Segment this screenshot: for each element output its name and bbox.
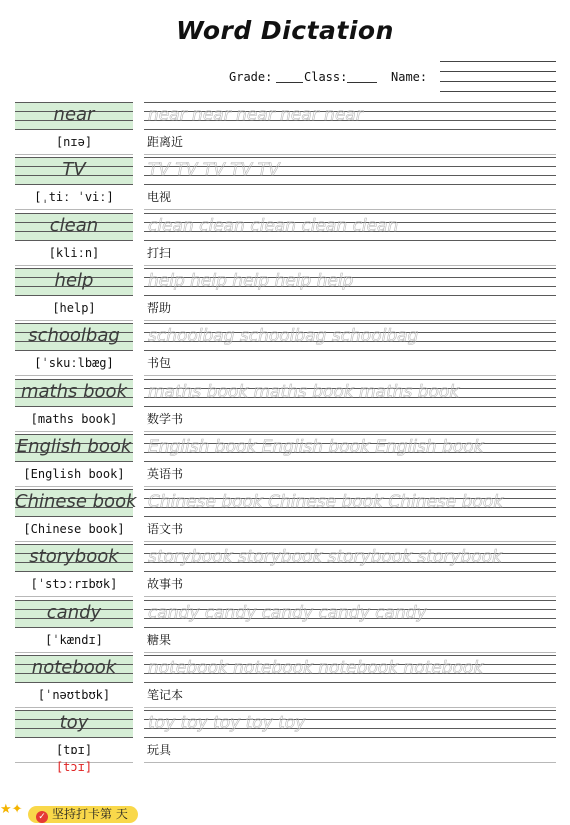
practice-lines[interactable] [144, 157, 556, 184]
row-divider [15, 154, 133, 155]
translation: 英语书 [147, 466, 184, 481]
word-cell [15, 600, 133, 627]
word-cell [15, 157, 133, 184]
word-cell [15, 489, 137, 516]
vocab-word: storybook [29, 546, 119, 568]
dictation-row [15, 323, 556, 378]
row-divider [144, 154, 556, 155]
row-divider [15, 707, 133, 708]
word-cell [15, 323, 133, 350]
translation: 语文书 [147, 522, 184, 537]
row-divider [144, 209, 556, 210]
vocab-word: maths book [20, 380, 127, 402]
phonetic: [ˈskuːlbæg] [34, 356, 114, 371]
trace-text: schoolbag schoolbag schoolbag [148, 326, 419, 347]
dictation-row [15, 710, 556, 765]
phonetic: [ˈkændɪ] [45, 632, 103, 647]
translation: 玩具 [147, 743, 172, 758]
practice-lines[interactable] [144, 323, 556, 350]
vocab-word: candy [46, 601, 102, 623]
vocab-word: notebook [31, 657, 117, 678]
row-divider [15, 486, 133, 487]
practice-lines[interactable] [144, 268, 556, 295]
name-label: Name: [391, 70, 428, 84]
practice-lines[interactable] [144, 600, 556, 627]
phonetic: [ˈnəʊtbʊk] [37, 688, 111, 702]
vocab-word: schoolbag [28, 325, 120, 347]
class-blank[interactable] [347, 70, 377, 83]
star-icon: ★✦ [0, 802, 23, 817]
translation: 帮助 [147, 300, 172, 315]
row-divider [15, 541, 133, 542]
vocab-word: near [53, 104, 95, 125]
translation: 距离近 [147, 135, 184, 149]
dictation-row [15, 489, 556, 544]
practice-lines[interactable] [144, 379, 556, 406]
phonetic: [ˌtiː ˈviː] [34, 190, 114, 205]
practice-lines[interactable] [144, 710, 556, 737]
dictation-row [15, 544, 556, 599]
class-label: Class: [304, 70, 348, 84]
row-divider [15, 209, 133, 210]
name-lines[interactable] [440, 52, 556, 92]
trace-text: clean clean clean clean clean [148, 215, 399, 236]
phonetic: [nɪə] [55, 135, 93, 149]
row-divider [15, 596, 133, 597]
dictation-row [15, 213, 556, 268]
practice-lines[interactable] [144, 655, 556, 682]
row-divider [144, 431, 556, 432]
translation: 电视 [147, 190, 172, 205]
row-divider [144, 486, 556, 487]
row-divider [15, 375, 133, 376]
row-divider [15, 431, 133, 432]
phonetic: [Chinese book] [23, 522, 125, 537]
dictation-row [15, 379, 556, 434]
practice-lines[interactable] [144, 102, 556, 129]
practice-lines[interactable] [144, 434, 556, 461]
vocab-word: Chinese book [15, 491, 137, 513]
word-cell [15, 655, 133, 682]
trace-text: storybook storybook storybook storybook [148, 547, 502, 568]
row-divider [144, 762, 556, 763]
word-cell [15, 213, 133, 240]
trace-text: notebook notebook notebook notebook [148, 658, 484, 678]
row-divider [144, 652, 556, 653]
word-cell [15, 379, 133, 406]
row-divider [15, 265, 133, 266]
check-in-text: 坚持打卡第 天 [52, 807, 128, 821]
trace-text: help help help help help [148, 270, 354, 291]
extra-phonetic: [tɔɪ] [55, 760, 93, 774]
word-cell [15, 544, 133, 571]
row-divider [144, 596, 556, 597]
word-cell [15, 102, 133, 129]
row-divider [144, 265, 556, 266]
phonetic: [tɒɪ] [55, 743, 93, 758]
translation: 数学书 [147, 411, 184, 426]
phonetic: [help] [52, 300, 96, 315]
translation: 故事书 [147, 577, 184, 592]
word-cell [15, 268, 133, 295]
row-divider [144, 375, 556, 376]
footer [0, 800, 200, 825]
vocab-word: clean [49, 214, 99, 236]
row-divider [144, 541, 556, 542]
vocab-word: English book [16, 435, 132, 457]
row-divider [15, 320, 133, 321]
translation: 糖果 [147, 632, 172, 647]
translation: 笔记本 [147, 688, 184, 702]
vocab-word: help [54, 269, 94, 291]
grade-blank[interactable] [276, 70, 303, 83]
grade-label: Grade: [229, 70, 273, 84]
trace-text: near near near near near [148, 105, 363, 125]
dictation-row [15, 102, 556, 157]
phonetic: [English book] [23, 466, 125, 481]
practice-lines[interactable] [144, 213, 556, 240]
word-cell [15, 434, 133, 461]
phonetic: [kliːn] [48, 245, 100, 260]
dictation-row [15, 600, 556, 655]
trace-text: maths book maths book maths book [148, 381, 460, 402]
practice-lines[interactable] [144, 489, 556, 516]
dictation-row [15, 268, 556, 323]
trace-text: TV TV TV TV TV [148, 160, 280, 181]
row-divider [144, 707, 556, 708]
row-divider [15, 652, 133, 653]
dictation-row [15, 434, 556, 489]
check-icon: ✓ [36, 811, 48, 823]
page-title: Word Dictation [176, 16, 394, 45]
word-cell [15, 710, 133, 737]
dictation-row [15, 655, 556, 710]
dictation-row [15, 157, 556, 212]
check-in-badge [28, 806, 138, 823]
translation: 打扫 [147, 245, 172, 260]
trace-text: English book English book English book [148, 436, 484, 457]
phonetic: [ˈstɔːrɪbʊk] [30, 577, 118, 592]
trace-text: Chinese book Chinese book Chinese book [148, 492, 504, 513]
trace-text: toy toy toy toy toy [148, 713, 306, 734]
vocab-word: TV [62, 159, 86, 181]
phonetic: [maths book] [30, 411, 118, 426]
row-divider [144, 320, 556, 321]
trace-text: candy candy candy candy candy [148, 602, 427, 623]
translation: 书包 [147, 356, 172, 371]
practice-lines[interactable] [144, 544, 556, 571]
vocab-word: toy [59, 712, 89, 734]
